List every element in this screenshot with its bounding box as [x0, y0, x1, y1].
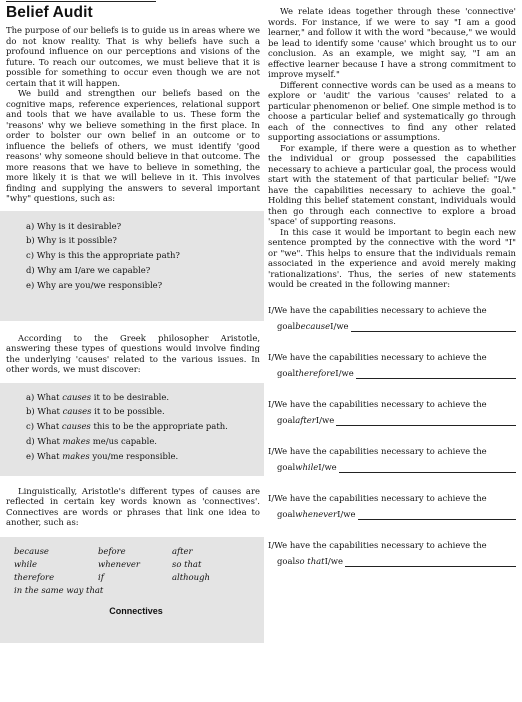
relate-ideas-paragraph: We relate ideas together through these 'connective' words. For instance, if we were to say "I am a good learner," and follow it with the word "because," we would be lead to identify some 'cause' which brought us to our conclusion. As an example, we might say, "I am an effective learner because I have a strong commitment to improve myself." [268, 6, 516, 79]
left-column [6, 0, 260, 643]
page-title: Belief Audit [6, 4, 93, 21]
statement-fill: I/We have the capabilities necessary to achieve the goal while I/we [268, 446, 516, 473]
answer-blank[interactable] [358, 510, 517, 520]
connective-word: before [98, 545, 126, 556]
statement-fill: I/We have the capabilities necessary to achieve the goal whenever I/we [268, 493, 516, 520]
beliefs-paragraph: We build and strengthen our beliefs based on the cognitive maps, reference experiences, relational support and tools that we have available to us. These form the 'reasons' why we believe something in the first place. In order to bolster our own belief in an outcome or to influence the beliefs of others, we must identify 'good reasons' why someone should believe in that outcome. The more reasons that we have to believe in something, the more likely it is that we will believe in it. This involves finding and supplying the answers to several important "why" questions, such as: [6, 88, 260, 203]
example-paragraph: For example, if there were a question as to whether the individual or group possessed the capabilities necessary to achieve a particular goal, the process would start with the statement of that particular belief: "I/we have the capabilities necessary to achieve the goal." Holding this belief statement constant, individuals would then go through each connective to explore a broad 'space' of supporting reasons. [268, 142, 516, 226]
statement-fill: I/We have the capabilities necessary to achieve the goal therefore I/we [268, 352, 516, 379]
statement-text: I/We have the capabilities necessary to achieve the [268, 351, 487, 362]
answer-blank[interactable] [345, 557, 516, 567]
statement-text: I/We have the capabilities necessary to achieve the [268, 445, 487, 456]
connective-word: if [98, 571, 104, 582]
why-questions-box [0, 211, 264, 321]
audit-paragraph: Different connective words can be used as a means to explore or 'audit' the various 'causes' related to a particular phenomenon or belief. One simple method is to choose a particular belief and systematically go through each of the connectives to find any other related supporting associations or assumptions. [268, 79, 516, 142]
cause-item: a) What causes it to be desirable. [26, 391, 170, 402]
answer-blank[interactable] [351, 322, 516, 332]
connective-word: therefore [14, 571, 55, 582]
statement-text: I/We have the capabilities necessary to achieve the [268, 398, 487, 409]
why-question: b) Why is it possible? [26, 235, 117, 246]
causes-box [0, 383, 264, 476]
why-question: d) Why am I/are we capable? [26, 265, 151, 276]
intro-paragraph: The purpose of our beliefs is to guide us in areas where we do not know reality. That is why beliefs have such a profound influence on our perceptions and visions of the future. To reach our outcomes, we must believe that it is possible for something to occur even though we are not certain that it will happen. [6, 25, 260, 88]
answer-blank[interactable] [339, 463, 516, 473]
statement-fill: I/We have the capabilities necessary to achieve the goal because I/we [268, 305, 516, 332]
statement-fill: I/We have the capabilities necessary to achieve the goal so that I/we [268, 540, 516, 567]
connective-word: after [172, 545, 193, 556]
statement-fill: I/We have the capabilities necessary to achieve the goal after I/we [268, 399, 516, 426]
statement-text: I/We have the capabilities necessary to achieve the [268, 304, 487, 315]
series-paragraph: In this case it would be important to begin each new sentence prompted by the connective with the word "I" or "we". This helps to ensure that the individuals remain associated in the experience and avoid merely making 'rationalizations'. Thus, the series of new statements would be created in the following manner: [268, 226, 516, 289]
right-column [268, 0, 516, 567]
cause-item: d) What makes me/us capable. [26, 436, 157, 447]
connectives-box [0, 537, 264, 643]
statement-text: I/We have the capabilities necessary to achieve the [268, 492, 487, 503]
answer-blank[interactable] [336, 416, 516, 426]
connective-word: so that [172, 558, 202, 569]
why-question: c) Why is this the appropriate path? [26, 250, 180, 261]
cause-item: e) What makes you/me responsible. [26, 451, 179, 462]
connective-word: while [14, 558, 38, 569]
answer-blank[interactable] [356, 369, 516, 379]
aristotle-paragraph: According to the Greek philosopher Aristotle, answering these types of questions would involve finding the underlying 'causes' related to the various issues. In other words, we must discover: [6, 332, 260, 374]
why-question: e) Why are you/we responsible? [26, 280, 163, 291]
connectives-paragraph: Linguistically, Aristotle's different types of causes are reflected in certain key words known as 'connectives'. Connectives are words or phrases that link one idea to another, such as: [6, 485, 260, 527]
connective-word: in the same way that [14, 585, 104, 596]
why-question: a) Why is it desirable? [26, 220, 122, 231]
connectives-grid [14, 545, 258, 597]
connectives-caption: Connectives [109, 606, 163, 617]
connective-word: whenever [98, 558, 140, 569]
statement-text: I/We have the capabilities necessary to achieve the [268, 539, 487, 550]
connective-word: although [172, 571, 210, 582]
connective-word: because [14, 545, 49, 556]
cause-item: c) What causes this to be the appropriate path. [26, 421, 228, 432]
cause-item: b) What causes it to be possible. [26, 406, 165, 417]
